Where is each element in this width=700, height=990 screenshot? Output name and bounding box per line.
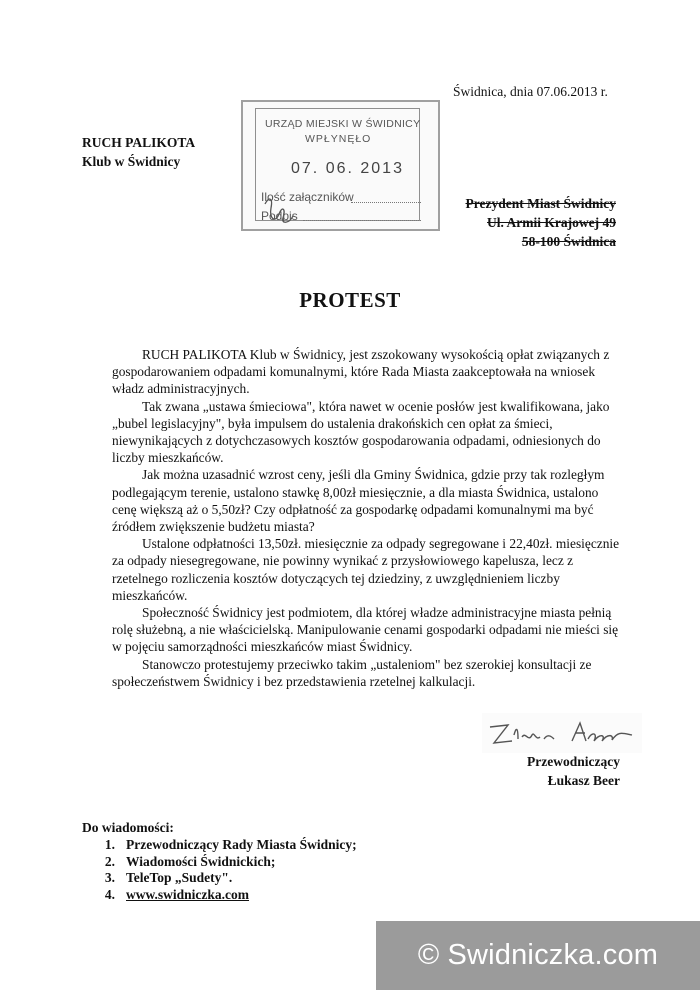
- sender-block: [82, 133, 195, 171]
- received-stamp: [241, 100, 440, 231]
- signatory-name: Łukasz Beer: [547, 773, 620, 788]
- list-item: [82, 870, 357, 887]
- cc-list: [82, 837, 357, 903]
- sender-organization: RUCH PALIKOTA: [82, 135, 196, 150]
- watermark-text: Swidniczka.com: [447, 939, 659, 971]
- stamp-date: 07. 06. 2013: [291, 160, 404, 177]
- handwritten-signature: [482, 713, 642, 753]
- list-number: 4.: [104, 886, 115, 902]
- body-paragraph: Jak można uzasadnić wzrost ceny, jeśli dla Gminy Świdnica, gdzie przy tak rozległym podlegającym terenie, ustalono stawkę 8,00zł miesięcznie, a dla miasta Świdnica, ustalono cenę większą aż o 5,50zł? Czy odpłatność za gospodarkę odpadami komunalnymi ma być źródłem zwiększenie budżetu miasta?: [112, 467, 605, 535]
- document-title: PROTEST: [299, 288, 401, 312]
- site-watermark: [376, 921, 700, 990]
- list-number: 1.: [104, 837, 115, 852]
- letter-body: [112, 346, 624, 690]
- stamp-signature-label: Podpis: [261, 209, 298, 223]
- stamp-attachments-label: Ilość załączników: [261, 190, 354, 204]
- recipient-name: Prezydent Miast Świdnicy: [465, 196, 616, 211]
- copyright-icon: ©: [417, 939, 440, 971]
- stamp-received-label: WPŁYNĘŁO: [305, 133, 372, 145]
- body-paragraph: Stanowczo protestujemy przeciwko takim „ustaleniom" bez szerokiej konsultacji ze społeczeństwem Świdnicy i bez przedstawienia rzetelnej kalkulacji.: [112, 656, 592, 689]
- list-item: [82, 887, 357, 904]
- list-number: 3.: [104, 870, 115, 885]
- signatory-block: [474, 752, 620, 790]
- list-item: [82, 854, 357, 871]
- cc-recipient: TeleTop „Sudety".: [126, 870, 233, 885]
- signatory-role: Przewodniczący: [527, 754, 620, 769]
- body-paragraph: Tak zwana „ustawa śmieciowa", która nawet w ocenie posłów jest kwalifikowana, jako „bubel legislacyjny", była impulsem do ustalenia drakońskich cen opłat za śmieci, niewynikających z dotychczasowych kosztów gospodarowania odpadami, odniesionych do liczby mieszkańców.: [112, 398, 610, 466]
- stamp-dotted-line: [351, 202, 421, 203]
- body-paragraph: Społeczność Świdnicy jest podmiotem, dla której władze administracyjne miasta pełnią rolę służebną, a nie właścicielską. Manipulowanie cenami gospodarki odpadami nie mieści się w pojęciu samorządności mieszkańców miast Świdnicy.: [112, 605, 619, 655]
- list-number: 2.: [104, 853, 115, 869]
- recipient-city: 58-100 Świdnica: [521, 234, 616, 249]
- stamp-office: URZĄD MIEJSKI W ŚWIDNICY: [265, 118, 421, 130]
- list-item: [82, 837, 357, 854]
- sender-club: Klub w Świdnicy: [82, 154, 181, 169]
- recipient-street: Ul. Armii Krajowej 49: [487, 215, 616, 230]
- cc-website-link[interactable]: www.swidniczka.com: [126, 886, 250, 902]
- stamp-initials-scribble: [259, 194, 299, 228]
- cc-recipient: Przewodniczący Rady Miasta Świdnicy;: [126, 837, 357, 852]
- stamp-dotted-line: [303, 220, 421, 221]
- document-date: Świdnica, dnia 07.06.2013 r.: [453, 84, 608, 99]
- body-paragraph: RUCH PALIKOTA Klub w Świdnicy, jest zszokowany wysokością opłat związanych z gospodarowaniem odpadami komunalnymi, które Rada Miasta zaakceptowała na wniosek władz administracyjnych.: [112, 347, 610, 397]
- recipient-block: [420, 194, 616, 251]
- body-paragraph: Ustalone odpłatności 13,50zł. miesięcznie za odpady segregowane i 22,40zł. miesięcznie za odpady niesegregowane, nie powinny wynikać z przysłowiowego kapelusza, lecz z rzetelnego rozliczenia kosztów dotyczących tej dziedziny, z uwzględnieniem liczby mieszkańców.: [112, 536, 620, 603]
- cc-recipient: Wiadomości Świdnickich;: [126, 853, 276, 869]
- cc-heading: Do wiadomości:: [82, 820, 174, 835]
